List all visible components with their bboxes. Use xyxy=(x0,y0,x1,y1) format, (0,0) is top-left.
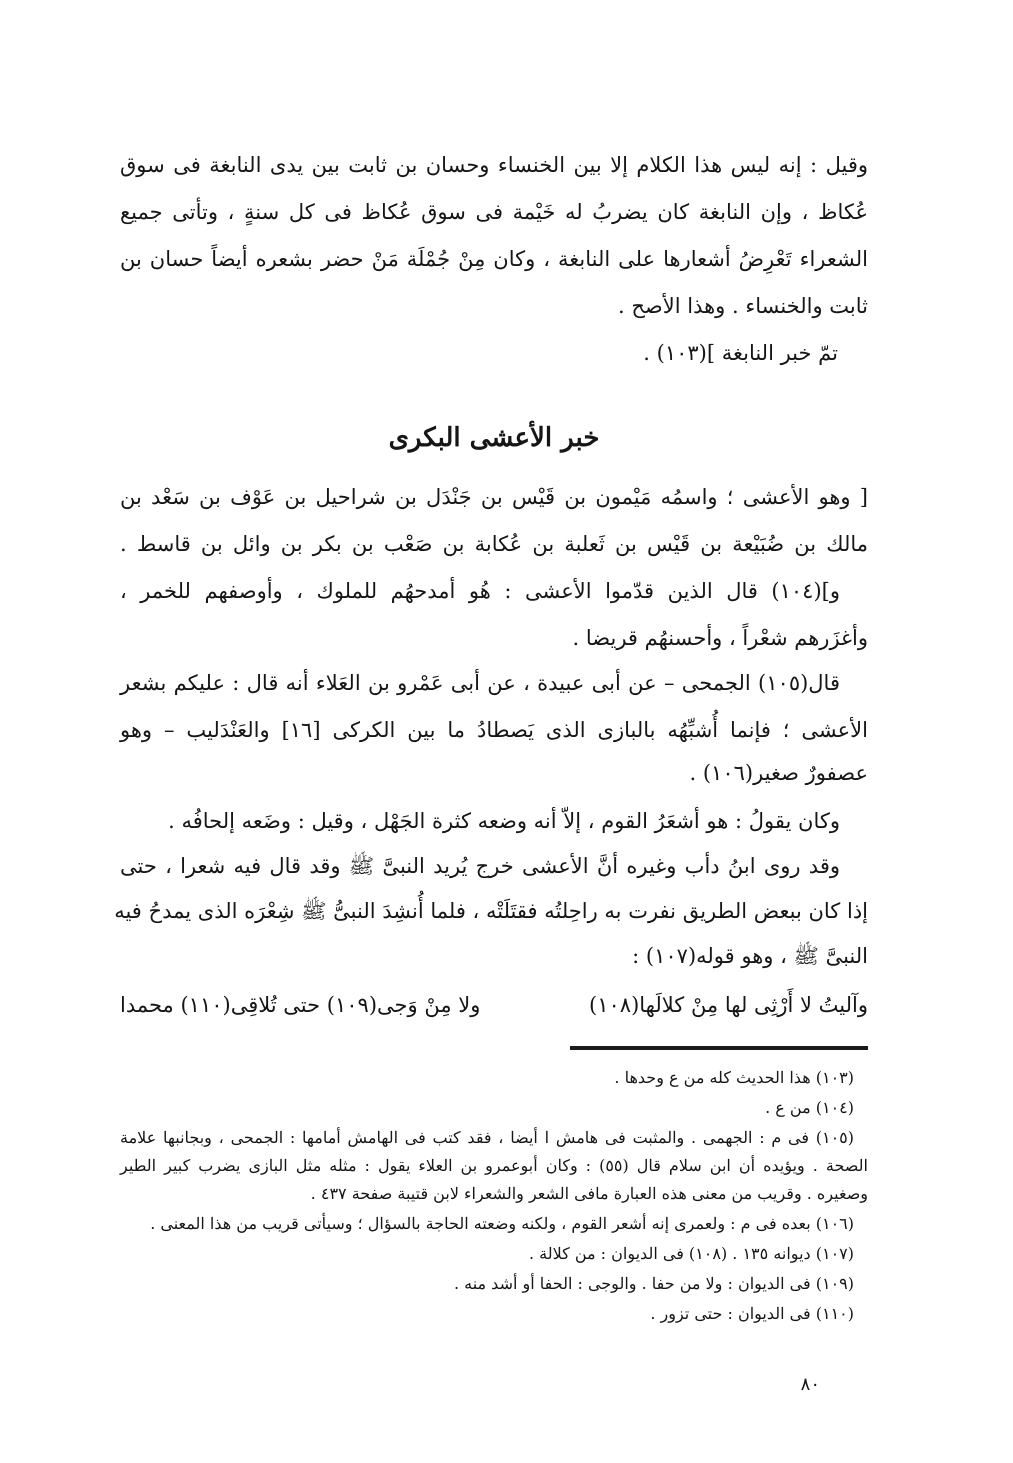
text-line: الشعراء تَعْرِضُ أشعارها على النابغة ، وكان مِنْ جُمْلَة مَنْ حضر بشعره أيضاً حسان بن xyxy=(120,247,868,271)
paragraph-jumahi-quote xyxy=(120,668,868,788)
section-title: خبر الأعشى البكرى xyxy=(388,423,600,453)
text-line: تمّ خبر النابغة ](١٠٣) . xyxy=(643,341,838,365)
text-line: وقد روى ابنُ دأب وغيره أنَّ الأعشى خرج يُريد النبىَّ ﷺ وقد قال فيه شعرا ، حتى xyxy=(120,854,840,878)
footnote-separator xyxy=(570,1046,868,1050)
paragraph-asha-lineage xyxy=(120,482,868,652)
footnote-105-cont2: وصغيره . وقريب من معنى هذه العبارة مافى الشعر والشعراء لابن قتيبة صفحة ٤٣٧ . xyxy=(310,1184,868,1203)
paragraph-nabigha-ending xyxy=(120,150,868,380)
text-line: عُكاظ ، وإن النابغة كان يضربُ له خَيْمة فى سوق عُكاظ فى كل سنةٍ ، وتأتى جميع xyxy=(120,200,868,224)
text-line: الأعشى ؛ فإنما أُشبِّهُه بالبازى الذى يَصطادُ ما بين الكركى [١٦] والعَنْدَليب – وهو xyxy=(120,718,868,742)
page-footer xyxy=(120,1372,868,1402)
text-line: وكان يقولُ : هو أشعَرُ القوم ، إلاّ أنه وضعه كثرة الجَهْل ، وقيل : وضَعه إلحافُه . xyxy=(168,809,840,833)
text-line: مالك بن ضُبَيْعة بن قَيْس بن ثَعلبة بن عُكابة بن صَعْب بن بكر بن وائل بن قاسط . xyxy=(120,532,868,556)
poetry-verse xyxy=(120,990,868,1024)
text-line: [ وهو الأعشى ؛ واسمُه مَيْمون بن قَيْس بن جَنْدَل بن شراحيل بن عَوْف بن سَعْد بن xyxy=(120,485,868,509)
footnote-105-cont: الصحة . ويؤيده أن ابن سلام قال (٥٥) : وكان أبوعمرو بن العلاء يقول : مثله مثل البازى يضرب كبير الطير xyxy=(120,1156,868,1175)
verse-first-hemistich: وآليتُ لا أَرْثِى لها مِنْ كلالَها(١٠٨) xyxy=(589,993,868,1017)
text-line: قال(١٠٥) الجمحى – عن أبى عبيدة ، عن أبى عَمْرو بن العَلاء أنه قال : عليكم بشعر xyxy=(120,671,840,695)
footnote-104: (١٠٤) من ع . xyxy=(765,1098,854,1117)
text-line: وقيل : إنه ليس هذا الكلام إلا بين الخنساء وحسان بن ثابت بين يدى النابغة فى سوق xyxy=(120,153,868,177)
paragraph-prophet-story xyxy=(114,806,868,986)
text-line: النبىَّ ﷺ ، وهو قوله(١٠٧) : xyxy=(632,944,868,968)
text-line: إذا كان ببعض الطريق نفرت به راحِلتُه فقتَلَتْه ، فلما أُنشِدَ النبىُّ ﷺ شِعْرَه الذى يمدحُ فيه xyxy=(114,899,868,923)
footnote-106: (١٠٦) بعده فى م : ولعمرى إنه أشعر القوم ، ولكنه وضعته الحاجة بالسؤال ؛ وسيأتى قريب من هذا المعنى . xyxy=(150,1214,854,1233)
footnote-107-108: (١٠٧) ديوانه ١٣٥ . (١٠٨) فى الديوان : من كلالة . xyxy=(528,1244,854,1263)
page-number: ٨٠ xyxy=(800,1374,820,1395)
verse-second-hemistich: ولا مِنْ وَجى(١٠٩) حتى تُلاقِى(١١٠) محمدا xyxy=(120,993,481,1017)
text-line: وأغزَرهم شعْراً ، وأحسنهُم قريضا . xyxy=(572,626,868,650)
text-line: عصفورٌ صغير(١٠٦) . xyxy=(689,761,868,785)
text-line: ثابت والخنساء . وهذا الأصح . xyxy=(618,294,868,318)
footnote-110: (١١٠) فى الديوان : حتى تزور . xyxy=(650,1304,854,1323)
footnotes xyxy=(120,1066,868,1350)
footnote-109: (١٠٩) فى الديوان : ولا من حفا . والوجى : الحفا أو أشد منه . xyxy=(453,1274,854,1293)
section-heading xyxy=(120,418,868,462)
text-line: و](١٠٤) قال الذين قدّموا الأعشى : هُو أمدحهُم للملوك ، وأوصفهم للخمر ، xyxy=(120,579,840,603)
footnote-103: (١٠٣) هذا الحديث كله من ع وحدها . xyxy=(614,1068,854,1087)
footnote-105: (١٠٥) فى م : الجهمى . والمثبت فى هامش ا أيضا ، فقد كتب فى الهامش أمامها : الجمحى ، وبجانبها علامة xyxy=(120,1128,854,1147)
